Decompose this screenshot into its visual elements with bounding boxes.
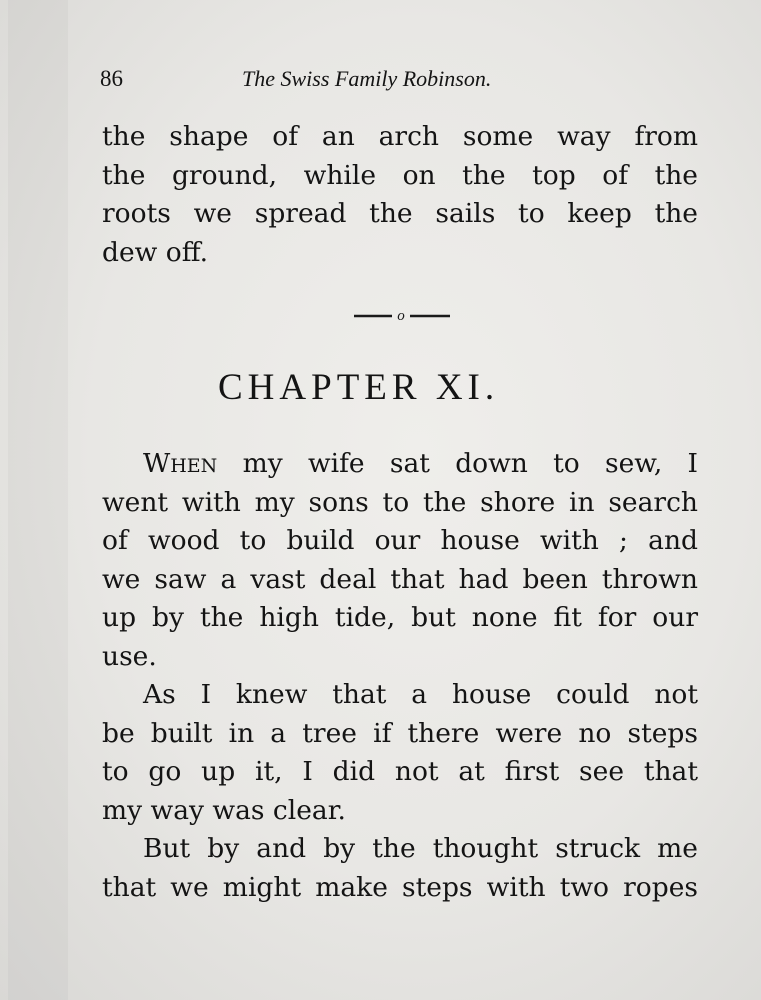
page-gutter-shadow bbox=[8, 0, 68, 1000]
page-number: 86 bbox=[100, 66, 123, 91]
text-line: went with my sons to the shore in search bbox=[102, 486, 698, 518]
text-line: of wood to build our house with ; and bbox=[102, 525, 698, 556]
text-line: that we might make steps with two ropes bbox=[102, 871, 698, 903]
text-line: the shape of an arch some way from bbox=[102, 121, 698, 152]
text-line: my way was clear. bbox=[102, 794, 346, 826]
continued-paragraph bbox=[102, 118, 698, 272]
text-line: But by and by the thought struck me bbox=[143, 833, 698, 864]
book-title: The Swiss Family Robinson. bbox=[242, 66, 492, 91]
text-line: up by the high tide, but none fit for our bbox=[102, 602, 698, 633]
text-line: As I knew that a house could not bbox=[143, 679, 698, 710]
ornament-glyph: o bbox=[397, 308, 405, 322]
text-line bbox=[102, 445, 698, 484]
text-line: roots we spread the sails to keep the bbox=[102, 198, 698, 229]
text-line: the ground, while on the top of the bbox=[102, 159, 698, 191]
opening-line-rest: my wife sat down to sew, I bbox=[242, 448, 698, 479]
text-line: use. bbox=[102, 640, 157, 672]
chapter-body bbox=[102, 445, 698, 907]
running-head bbox=[100, 66, 556, 94]
opening-word: When bbox=[143, 448, 218, 479]
section-break-ornament bbox=[354, 308, 450, 322]
text-line: we saw a vast deal that had been thrown bbox=[102, 563, 698, 595]
text-line: be built in a tree if there were no steps bbox=[102, 717, 698, 749]
chapter-heading: CHAPTER XI. bbox=[218, 367, 500, 408]
text-line: dew off. bbox=[102, 236, 209, 268]
text-line: to go up it, I did not at first see that bbox=[102, 756, 698, 787]
